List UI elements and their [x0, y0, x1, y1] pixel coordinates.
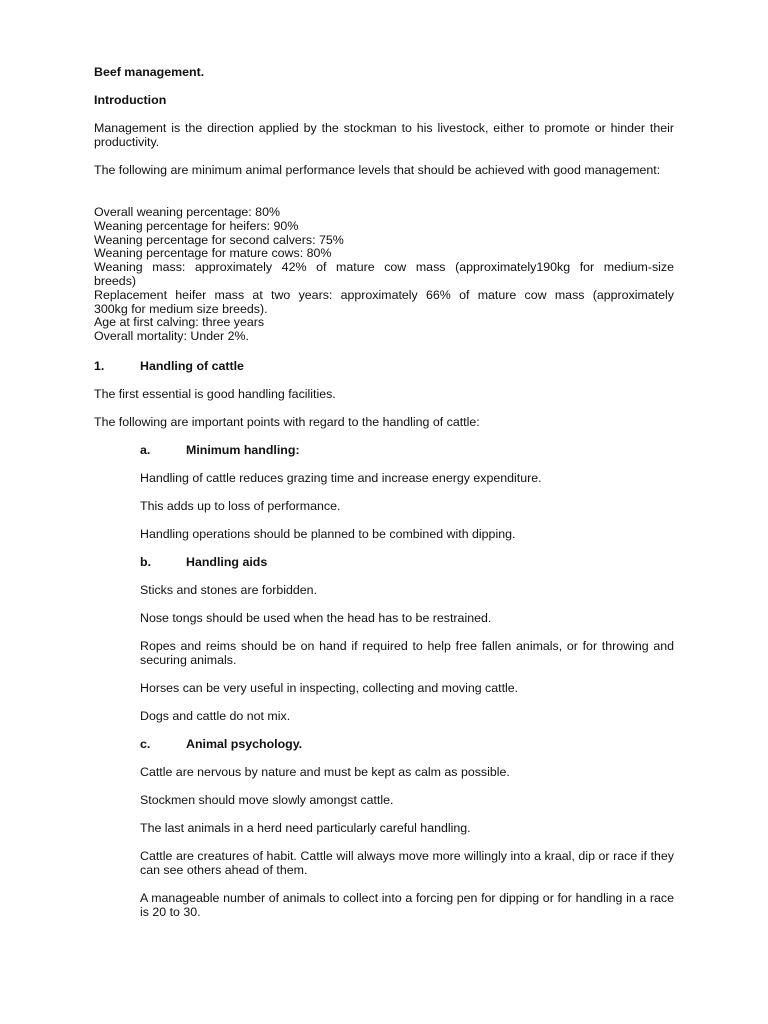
subsection-a-heading — [140, 444, 674, 458]
subsection-title: Animal psychology. — [186, 737, 303, 751]
document-title: Beef management. — [94, 65, 205, 79]
section-number: 1. — [94, 359, 105, 373]
target-line: 300kg for medium size breeds). — [94, 301, 268, 316]
subsection-b-paragraph-3: Ropes and reims should be on hand if required to help free fallen animals, or for throwing and securing animals. — [140, 639, 674, 667]
section-1-paragraph-1: The first essential is good handling facilities. — [94, 387, 336, 401]
section-1-paragraph-2: The following are important points with regard to the handling of cattle: — [94, 415, 480, 429]
subsection-c-paragraph-1: Cattle are nervous by nature and must be kept as calm as possible. — [140, 765, 510, 779]
subsection-b-heading — [140, 556, 674, 570]
target-line: Weaning mass: approximately 42% of mature cow mass (approximately190kg for medium-size — [94, 260, 674, 275]
intro-heading: Introduction — [94, 93, 167, 107]
subsection-title: Handling aids — [186, 555, 268, 569]
intro-paragraph-1: Management is the direction applied by the stockman to his livestock, either to promote or hinder their productivity. — [94, 121, 674, 149]
section-title: Handling of cattle — [140, 359, 244, 373]
subsection-c-paragraph-4: Cattle are creatures of habit. Cattle will always move more willingly into a kraal, dip or race if they can see others ahead of them. — [140, 849, 674, 877]
subsection-b-paragraph-2: Nose tongs should be used when the head has to be restrained. — [140, 611, 492, 625]
subsection-c-paragraph-3: The last animals in a herd need particularly careful handling. — [140, 821, 471, 835]
intro-paragraph-2: The following are minimum animal performance levels that should be achieved with good management: — [94, 163, 661, 177]
subsection-letter: a. — [140, 443, 151, 457]
subsection-letter: c. — [140, 737, 151, 751]
target-line: Weaning percentage for mature cows: 80% — [94, 246, 332, 261]
subsection-a-paragraph-1: Handling of cattle reduces grazing time and increase energy expenditure. — [140, 471, 542, 485]
subsection-b-paragraph-5: Dogs and cattle do not mix. — [140, 709, 291, 723]
subsection-b-paragraph-1: Sticks and stones are forbidden. — [140, 583, 318, 597]
target-line: Replacement heifer mass at two years: approximately 66% of mature cow mass (approximately — [94, 287, 674, 302]
target-line: Age at first calving: three years — [94, 315, 265, 330]
section-1-heading — [94, 360, 674, 374]
subsection-a-paragraph-3: Handling operations should be planned to be combined with dipping. — [140, 527, 516, 541]
target-line: Overall mortality: Under 2%. — [94, 329, 249, 344]
subsection-title: Minimum handling: — [186, 443, 300, 457]
target-line: Weaning percentage for second calvers: 75% — [94, 232, 344, 247]
target-line: Weaning percentage for heifers: 90% — [94, 218, 299, 233]
subsection-c-heading — [140, 738, 674, 752]
subsection-b-paragraph-4: Horses can be very useful in inspecting, collecting and moving cattle. — [140, 681, 519, 695]
subsection-letter: b. — [140, 555, 152, 569]
subsection-a-paragraph-2: This adds up to loss of performance. — [140, 499, 341, 513]
target-line: breeds) — [94, 273, 137, 288]
subsection-c-paragraph-5: A manageable number of animals to collect into a forcing pen for dipping or for handling in a race is 20 to 30. — [140, 891, 674, 919]
subsection-c-paragraph-2: Stockmen should move slowly amongst cattle. — [140, 793, 394, 807]
performance-targets-list — [94, 206, 674, 344]
target-line: Overall weaning percentage: 80% — [94, 205, 280, 219]
